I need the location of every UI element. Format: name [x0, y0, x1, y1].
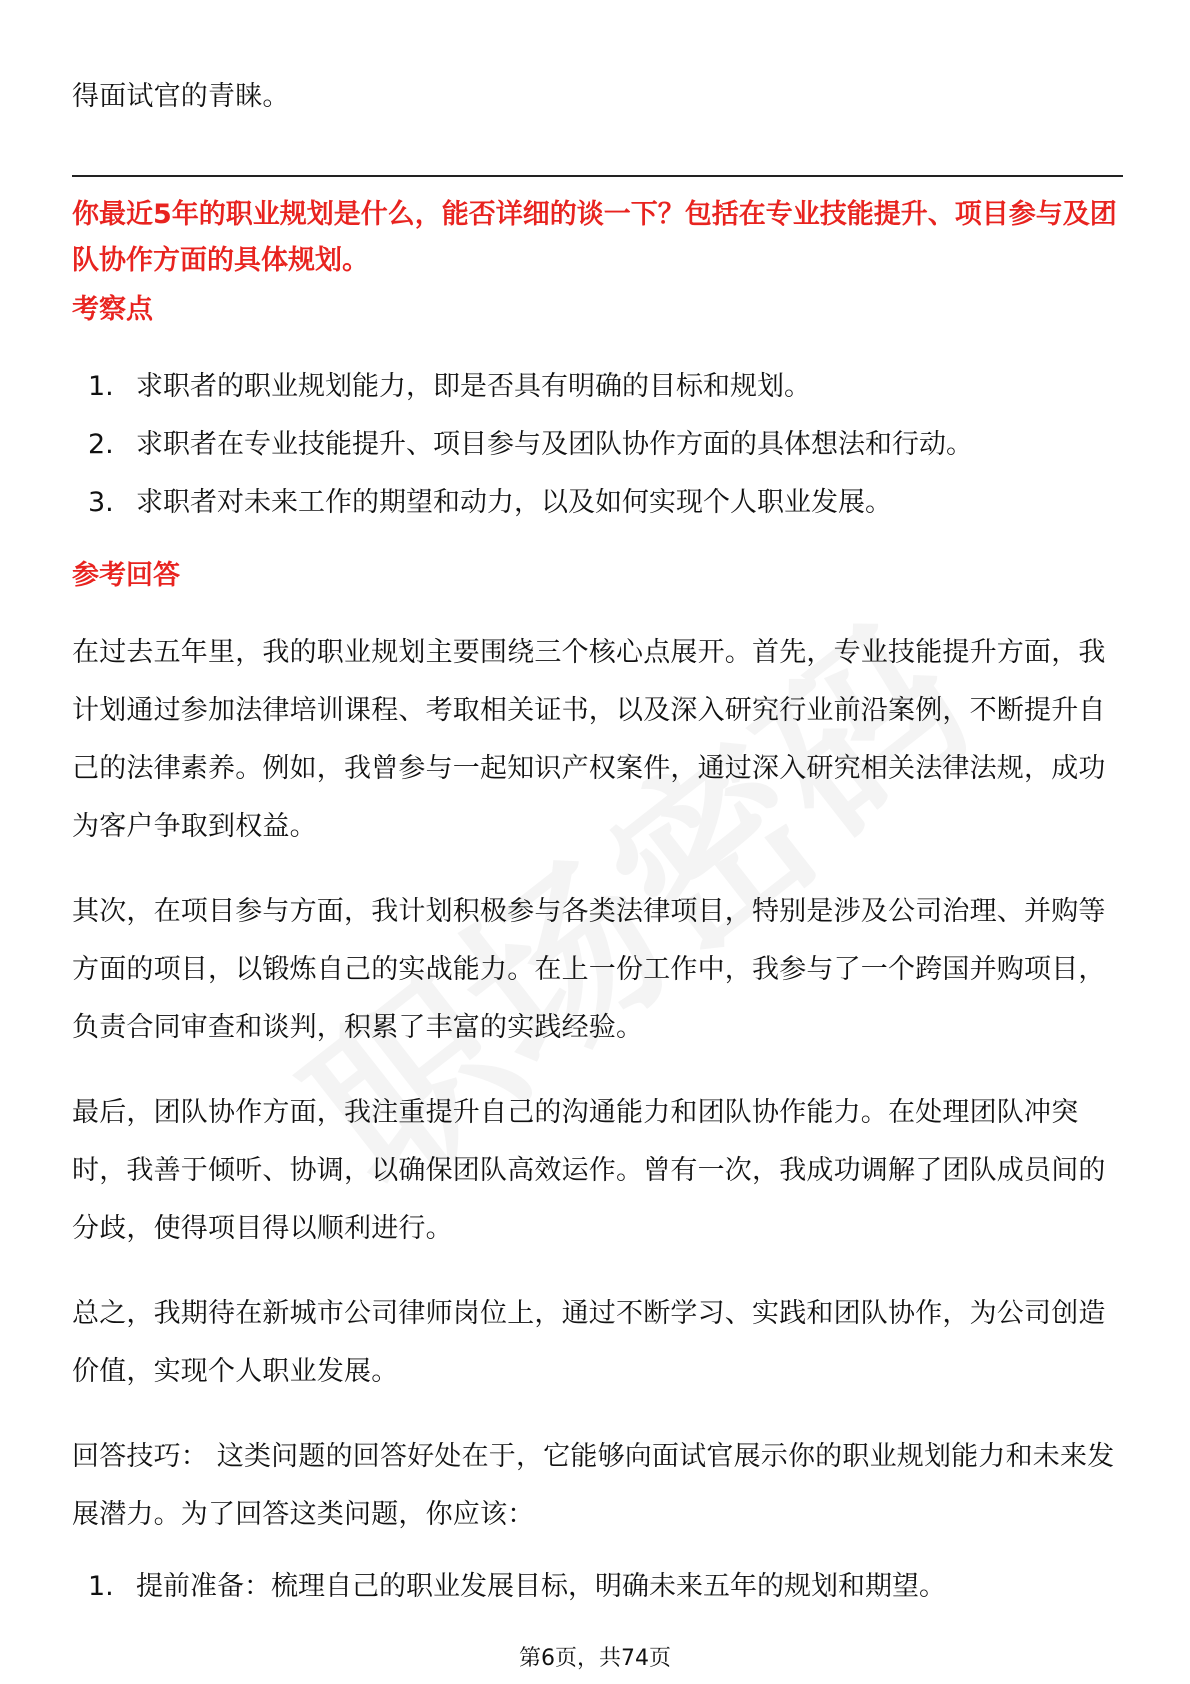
kaocha-list — [72, 358, 1122, 532]
answer-paragraph-3: 最后，团队协作方面，我注重提升自己的沟通能力和团队协作能力。在处理团队冲突时，我善于倾听、协调，以确保团队高效运作。曾有一次，我成功调解了团队成员间的分歧，使得项目得以顺利进行。 — [72, 1097, 1106, 1244]
list-item — [72, 1558, 1122, 1616]
list-item — [72, 416, 1122, 474]
list-item-text: 求职者在专业技能提升、项目参与及团队协作方面的具体想法和行动。 — [136, 429, 973, 460]
section-divider — [72, 175, 1123, 177]
intro-text: 得面试官的青睐。 — [72, 81, 290, 112]
answer-paragraph-2: 其次，在项目参与方面，我计划积极参与各类法律项目，特别是涉及公司治理、并购等方面的项目，以锻炼自己的实战能力。在上一份工作中，我参与了一个跨国并购项目，负责合同审查和谈判，积累了丰富的实践经验。 — [72, 896, 1106, 1043]
question-title: 你最近5年的职业规划是什么，能否详细的谈一下？包括在专业技能提升、项目参与及团队协作方面的具体规划。 — [72, 199, 1117, 276]
list-item — [72, 474, 1122, 532]
list-item — [72, 358, 1122, 416]
answer-tips-intro: 回答技巧： 这类问题的回答好处在于，它能够向面试官展示你的职业规划能力和未来发展潜力。为了回答这类问题，你应该： — [72, 1441, 1115, 1530]
heading-cankao: 参考回答 — [72, 560, 180, 591]
list-item-text: 求职者的职业规划能力，即是否具有明确的目标和规划。 — [136, 371, 811, 402]
list-item-number: 3. — [88, 487, 114, 518]
list-item-number: 1. — [88, 371, 114, 402]
list-item-text: 求职者对未来工作的期望和动力，以及如何实现个人职业发展。 — [136, 487, 892, 518]
answer-paragraph-4: 总之，我期待在新城市公司律师岗位上，通过不断学习、实践和团队协作，为公司创造价值，实现个人职业发展。 — [72, 1298, 1106, 1387]
heading-kaocha: 考察点 — [72, 294, 153, 325]
list-item-text: 提前准备：梳理自己的职业发展目标，明确未来五年的规划和期望。 — [136, 1571, 946, 1602]
tips-list — [72, 1558, 1122, 1616]
list-item-number: 2. — [88, 429, 114, 460]
answer-paragraph-1: 在过去五年里，我的职业规划主要围绕三个核心点展开。首先，专业技能提升方面，我计划通过参加法律培训课程、考取相关证书，以及深入研究行业前沿案例，不断提升自己的法律素养。例如，我曾参与一起知识产权案件，通过深入研究相关法律法规，成功为客户争取到权益。 — [72, 637, 1106, 842]
list-item-number: 1. — [88, 1571, 114, 1602]
page-footer: 第6页，共74页 — [519, 1646, 671, 1671]
